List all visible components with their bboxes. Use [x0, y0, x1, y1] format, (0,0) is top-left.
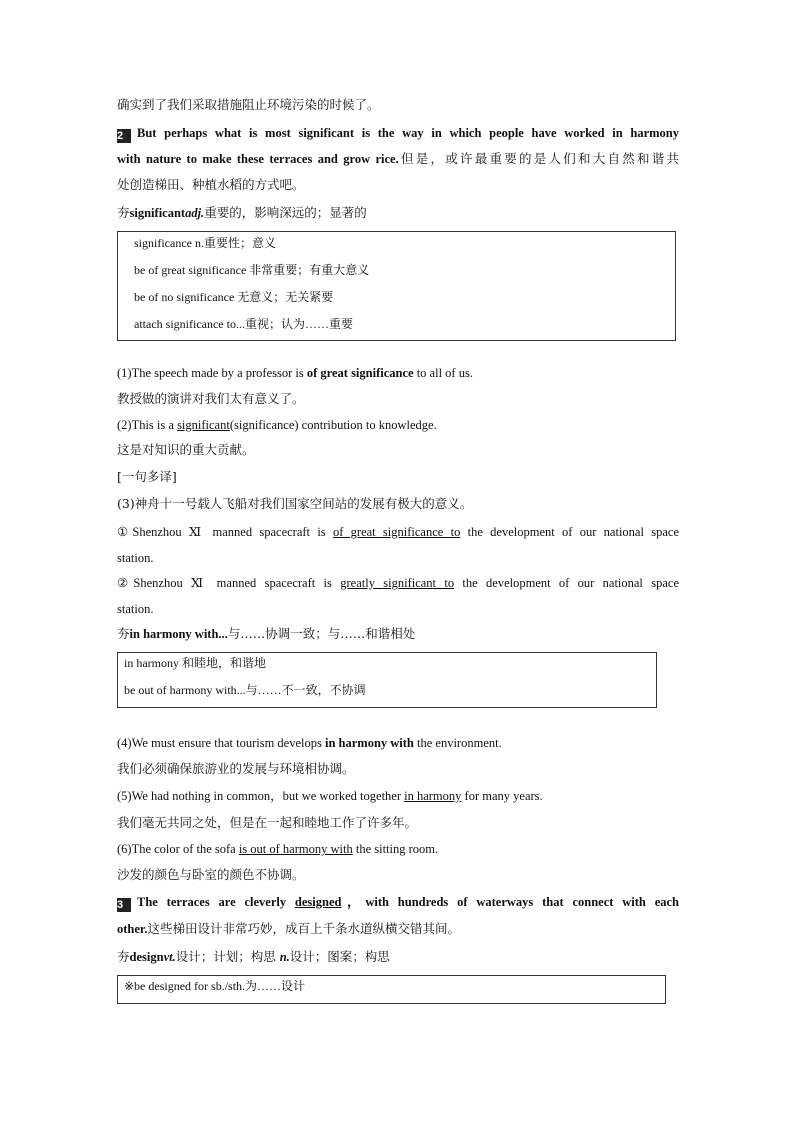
example-text: (5)We had nothing in common，but we worked together [117, 789, 405, 803]
example-text: the development of our national space [460, 525, 679, 539]
key-sentence-text: The terraces are cleverly [137, 895, 295, 909]
word-entry-significant [117, 204, 679, 222]
phrase-entry-in-harmony-with [117, 625, 679, 643]
example-text: (significance) contribution to knowledge. [229, 418, 437, 432]
key-sentence-2-line-1 [117, 124, 679, 143]
part-of-speech: n. [279, 950, 290, 964]
example-text: to all of us. [413, 366, 473, 380]
example-text: station. [117, 551, 154, 565]
example-translation: 沙发的颜色与卧室的颜色不协调。 [117, 867, 305, 882]
example-6-translation [117, 866, 679, 884]
example-text: the development of our national space [454, 576, 679, 590]
example-4 [117, 734, 679, 752]
usage-box-harmony [117, 652, 657, 708]
sentence-translation: 确实到了我们采取措施阻止环境污染的时候了。 [117, 97, 380, 112]
example-1-translation [117, 390, 679, 408]
vocab-definition: 与……协调一致；与……和谐相处 [227, 626, 416, 641]
word-entry-design [117, 948, 679, 966]
key-sentence-translation: 这些梯田设计非常巧妙，成百上千条水道纵横交错其间。 [147, 921, 460, 936]
translation-option-1 [117, 523, 679, 541]
vocab-word: design [129, 950, 164, 964]
example-text: the environment. [413, 736, 502, 750]
example-4-translation [117, 760, 679, 778]
example-text: (4)We must ensure that tourism develops [117, 736, 325, 750]
key-sentence-3-line-2 [117, 920, 679, 938]
key-sentence-text: ，with hundreds of waterways that connect with each [341, 895, 679, 909]
sentence-number-badge: 2 [117, 129, 131, 143]
example-translation: 教授做的演讲对我们太有意义了。 [117, 391, 305, 406]
multi-translation-label [117, 468, 679, 486]
example-translation: 我们必须确保旅游业的发展与环境相协调。 [117, 761, 355, 776]
key-sentence-2-line-2 [117, 150, 679, 168]
usage-item: significance n.重要性；意义 [134, 236, 276, 250]
vocab-phrase: in harmony with... [129, 627, 228, 641]
vocab-marker-icon: 夯 [117, 949, 130, 964]
part-of-speech: adj. [185, 206, 205, 220]
example-text: ①Shenzhou Ⅺ manned spacecraft is [117, 525, 333, 539]
section-label: [一句多译] [117, 469, 177, 484]
key-sentence-text: with nature to make these terraces and grow rice. [117, 152, 399, 166]
vocab-word: significant [129, 206, 186, 220]
example-translation: 我们毫无共同之处，但是在一起和睦地工作了许多年。 [117, 815, 418, 830]
example-5 [117, 787, 679, 805]
example-prompt: (3)神舟十一号载人飞船对我们国家空间站的发展有极大的意义。 [117, 496, 473, 511]
key-sentence-text: other. [117, 922, 148, 936]
key-word-underlined: designed [294, 895, 342, 909]
example-highlight: of great significance [306, 366, 414, 380]
key-sentence-translation: 处创造梯田、种植水稻的方式吧。 [117, 177, 305, 192]
fill-blank-answer: of great significance to [332, 525, 461, 539]
usage-item: be of no significance 无意义；无关紧要 [134, 290, 334, 304]
fill-blank-answer: in harmony [404, 789, 462, 803]
example-2-translation [117, 441, 679, 459]
key-sentence-2-line-3 [117, 176, 679, 194]
vocab-marker-icon: 夯 [117, 205, 130, 220]
example-6 [117, 840, 679, 858]
example-text: (1)The speech made by a professor is [117, 366, 307, 380]
example-highlight: in harmony with [324, 736, 414, 750]
example-text: (2)This is a [117, 418, 178, 432]
example-1 [117, 364, 679, 382]
fill-blank-answer: greatly significant to [340, 576, 455, 590]
example-text: the sitting room. [352, 842, 439, 856]
example-5-translation [117, 814, 679, 832]
sentence-number-badge: 3 [117, 898, 131, 912]
usage-item: in harmony 和睦地，和谐地 [124, 656, 266, 670]
usage-item: be out of harmony with...与……不一致，不协调 [124, 683, 366, 697]
example-translation: 这是对知识的重大贡献。 [117, 442, 255, 457]
example-text: (6)The color of the sofa [117, 842, 239, 856]
example-text: for many years. [461, 789, 543, 803]
translation-option-2-cont [117, 600, 679, 618]
key-sentence-translation: 但是，或许最重要的是人们和大自然和谐共 [398, 151, 679, 166]
translation-option-1-cont [117, 549, 679, 567]
example-2 [117, 416, 679, 434]
example-3-chinese [117, 495, 679, 513]
key-sentence-text: But perhaps what is most significant is the way in which people have worked in harmony [137, 126, 679, 140]
usage-item: be of great significance 非常重要；有重大意义 [134, 263, 370, 277]
usage-item: attach significance to...重视；认为……重要 [134, 317, 353, 331]
translation-option-2 [117, 574, 679, 592]
example-text: station. [117, 602, 154, 616]
key-sentence-3-line-1 [117, 893, 679, 912]
vocab-marker-icon: 夯 [117, 626, 130, 641]
vocab-definition: 设计；图案；构思 [289, 949, 390, 964]
fill-blank-answer: is out of harmony with [238, 842, 353, 856]
usage-box-significance [117, 231, 676, 341]
part-of-speech: vt. [163, 950, 176, 964]
usage-item: ※be designed for sb./sth.为……设计 [124, 979, 306, 993]
fill-blank-answer: significant [177, 418, 230, 432]
example-text: ②Shenzhou Ⅺ manned spacecraft is [117, 576, 341, 590]
vocab-definition: 重要的，影响深远的；显著的 [204, 205, 367, 220]
vocab-definition: 设计；计划；构思 [175, 949, 280, 964]
intro-chinese-line [117, 96, 679, 114]
usage-box-design [117, 975, 666, 1004]
